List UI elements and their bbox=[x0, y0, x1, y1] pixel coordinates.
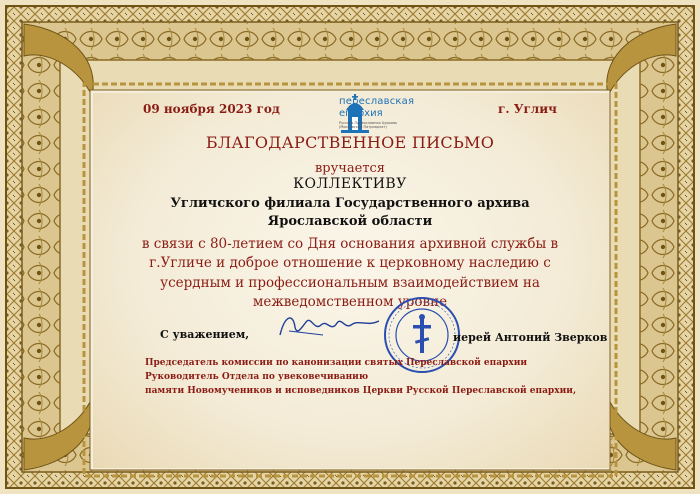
signer-title-line-2: Руководитель Отдела по увековечиванию bbox=[145, 372, 369, 382]
handwritten-signature bbox=[275, 305, 385, 345]
reason-line-4: межведомственном уровне bbox=[252, 294, 448, 310]
letter-title: БЛАГОДАРСТВЕННОЕ ПИСЬМО bbox=[205, 133, 495, 152]
greeting: С уважением, bbox=[160, 328, 250, 341]
recipient-heading: КОЛЛЕКТИВУ bbox=[293, 176, 407, 192]
recipient-line-2: Ярославской области bbox=[267, 214, 433, 229]
presented-text: вручается bbox=[314, 161, 385, 176]
reason-line-3: усердным и профессиональным взаимодействием на bbox=[160, 275, 540, 291]
recipient-line-1: Угличского филиала Государственного архива bbox=[170, 196, 530, 211]
letter-date: 09 ноября 2023 год bbox=[143, 102, 280, 116]
signer-title-line-1: Председатель комиссии по канонизации святых Переславской епархии bbox=[145, 358, 528, 368]
logo-subtitle: Русская Православная Церковь (Московский Патриархат) bbox=[339, 121, 398, 129]
letter-city: г. Углич bbox=[498, 102, 557, 116]
reason-line-2: г.Угличе и доброе отношение к церковному наследию с bbox=[149, 255, 551, 271]
logo-name-line2: епархия bbox=[339, 108, 383, 119]
signer-title-line-3: памяти Новомучеников и исповедников Церкви Русской Переславской епархии, bbox=[145, 386, 577, 396]
logo-name-line1: переславская bbox=[339, 96, 415, 107]
reason-line-1: в связи с 80-летием со Дня основания архивной службы в bbox=[141, 236, 559, 252]
signer-name: иерей Антоний Зверков bbox=[453, 331, 608, 344]
